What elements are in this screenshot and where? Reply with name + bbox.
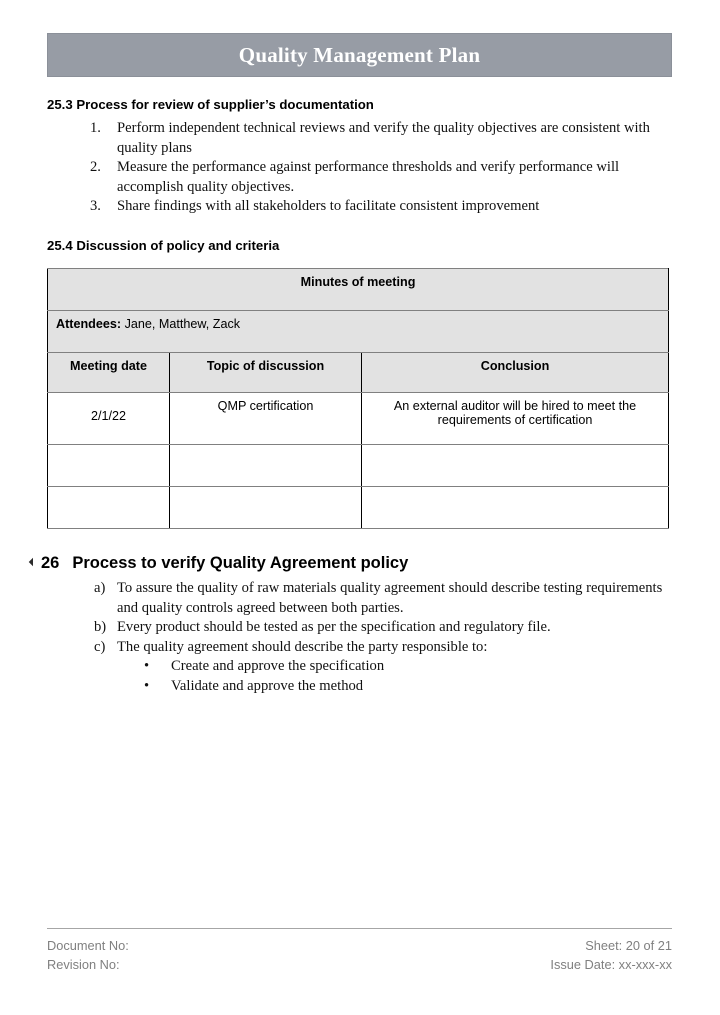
list-item-text: To assure the quality of raw materials quality agreement should describe testing requirements and quality controls agreed between both parties. xyxy=(117,580,663,616)
column-header-meeting-date: Meeting date xyxy=(48,353,170,393)
section-heading-25-3: 25.3 Process for review of supplier’s documentation xyxy=(47,97,374,112)
list-item-text: Share findings with all stakeholders to facilitate consistent improvement xyxy=(117,198,540,214)
table-row xyxy=(48,393,669,445)
list-item xyxy=(30,618,672,638)
list-item-text: Validate and approve the method xyxy=(171,677,364,694)
section-heading-25-4: 25.4 Discussion of policy and criteria xyxy=(47,237,280,253)
cell-topic xyxy=(170,445,362,487)
cell-meeting-date xyxy=(48,445,170,487)
collapse-triangle-icon[interactable] xyxy=(29,558,37,566)
numbered-list-25-3 xyxy=(47,119,672,217)
document-body xyxy=(47,96,672,255)
cell-conclusion: An external auditor will be hired to meet the requirements of certification xyxy=(362,393,669,445)
footer-sheet-number: Sheet: 20 of 21 xyxy=(585,938,672,953)
list-marker: c) xyxy=(94,638,106,655)
column-header-conclusion: Conclusion xyxy=(362,353,669,393)
cell-conclusion xyxy=(362,445,669,487)
page-footer xyxy=(47,928,672,974)
list-item xyxy=(117,657,672,677)
cell-meeting-date: 2/1/22 xyxy=(48,393,170,445)
list-item xyxy=(47,158,672,197)
footer-revision-no: Revision No: xyxy=(47,957,120,972)
table-header-row xyxy=(48,353,669,393)
section-heading-26 xyxy=(30,554,672,573)
list-item-text: Perform independent technical reviews and verify the quality objectives are consistent with quality plans xyxy=(117,120,650,156)
document-header-banner xyxy=(47,33,672,77)
alpha-list-26 xyxy=(30,579,672,696)
list-item xyxy=(30,579,672,618)
list-item-text: Create and approve the specification xyxy=(171,658,385,674)
minutes-of-meeting-table xyxy=(47,268,669,529)
list-marker: a) xyxy=(94,580,106,596)
table-row-attendees xyxy=(48,311,669,353)
cell-topic: QMP certification xyxy=(170,393,362,445)
cell-meeting-date xyxy=(48,487,170,529)
footer-divider xyxy=(47,928,672,929)
footer-content xyxy=(47,936,672,974)
list-item xyxy=(117,677,672,697)
attendees-label: Attendees: xyxy=(56,317,122,331)
list-marker: b) xyxy=(94,619,107,635)
document-title: Quality Management Plan xyxy=(238,42,481,67)
attendees-cell xyxy=(48,311,669,353)
cell-conclusion xyxy=(362,487,669,529)
bullet-icon: • xyxy=(144,677,150,694)
section-title: Process to verify Quality Agreement policy xyxy=(72,554,409,572)
list-item-text: Measure the performance against performance thresholds and verify performance will accomplish quality objectives. xyxy=(117,159,620,195)
list-marker: 2. xyxy=(90,159,101,175)
section-number: 26 xyxy=(41,554,60,572)
footer-left-block xyxy=(47,936,129,974)
bullet-icon: • xyxy=(144,658,150,674)
table-row-title xyxy=(48,269,669,311)
list-item xyxy=(47,119,672,158)
table-row xyxy=(48,487,669,529)
list-item-text: The quality agreement should describe the party responsible to: xyxy=(117,638,488,655)
bullet-list-26-c xyxy=(117,657,672,696)
table-title-cell: Minutes of meeting xyxy=(48,269,669,311)
list-marker: 1. xyxy=(90,120,101,136)
footer-right-block xyxy=(550,936,672,974)
footer-document-no: Document No: xyxy=(47,938,129,953)
column-header-topic: Topic of discussion xyxy=(170,353,362,393)
table-row xyxy=(48,445,669,487)
section-26 xyxy=(30,554,672,696)
list-item xyxy=(47,197,672,217)
cell-topic xyxy=(170,487,362,529)
attendees-value: Jane, Matthew, Zack xyxy=(124,317,241,331)
footer-issue-date: Issue Date: xx-xxx-xx xyxy=(550,957,672,972)
list-item xyxy=(30,638,672,697)
list-marker: 3. xyxy=(90,198,101,214)
list-item-text: Every product should be tested as per the specification and regulatory file. xyxy=(117,619,551,635)
